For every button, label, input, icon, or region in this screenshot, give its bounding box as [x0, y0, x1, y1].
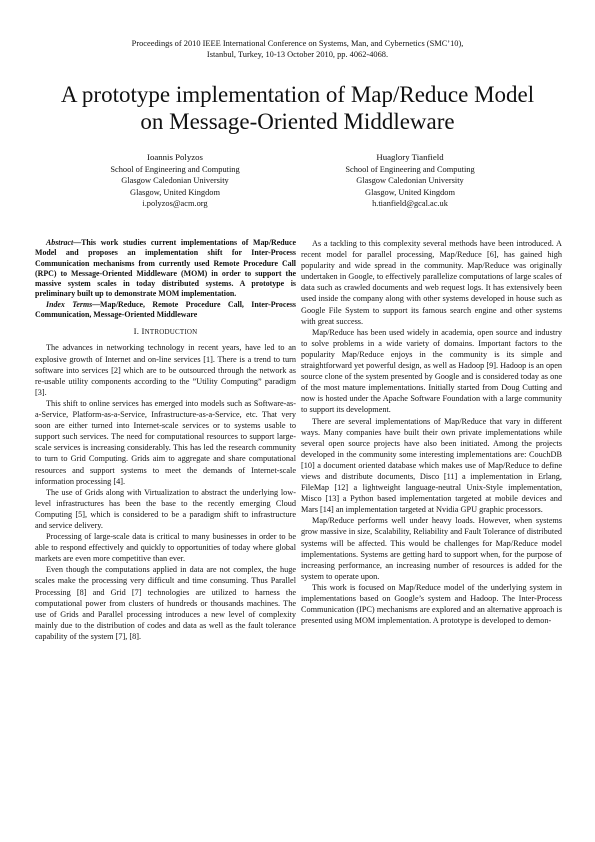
section-title-initial: I	[141, 326, 145, 337]
section-numeral: I.	[133, 326, 142, 337]
author-block-2	[310, 152, 510, 210]
section-heading-introduction	[35, 326, 296, 338]
index-terms-text: —Map/Reduce, Remote Procedure Call, Inter-Process Communication, Message-Oriented Middleware	[35, 299, 296, 320]
title-line-2: on Message-Oriented Middleware	[140, 109, 455, 134]
author-affiliation: School of Engineering and Computing	[345, 164, 475, 174]
author-email: h.tianfield@gcal.ac.uk	[372, 199, 448, 209]
paragraph: This work is focused on Map/Reduce model of the underlying system in implementations based on Google’s system and Hadoop. The Inter-Process Communication (IPC) mechanisms are explored and an alternative approach is presented using MOM implementation. A prototype is developed to demon-	[301, 582, 562, 626]
paragraph: This shift to online services has emerged into models such as Software-as-a-Service, Platform-as-a-Service, Infrastructure-as-a-Service, etc. That very soon are either turned into Internet-scale services or to systems usable to support such services. The need for computational resources to support large-scale services is increasing considerably. This has led the research community to turn to Grid Computing. Grids aim to aggregate and share computational resources and support systems to meet the demands of Internet-scale information processing [4].	[35, 398, 296, 486]
author-location: Glasgow, United Kingdom	[365, 187, 455, 197]
index-terms-lead: Index Terms	[46, 299, 93, 309]
author-affiliation: School of Engineering and Computing	[110, 164, 240, 174]
author-name: Ioannis Polyzos	[147, 152, 203, 162]
left-column	[35, 238, 296, 642]
paragraph: The use of Grids along with Virtualization to abstract the underlying low-level infrastructures has been the base to the recently emerging Cloud Computing [5], which is considered to be a paradigm shift to infrastructure and service delivery.	[35, 487, 296, 530]
author-email: i.polyzos@acm.org	[142, 199, 208, 209]
author-university: Glasgow Caledonian University	[356, 176, 464, 186]
index-terms	[35, 300, 296, 321]
proceedings-line-1: Proceedings of 2010 IEEE International Conference on Systems, Man, and Cybernetics (SMC’10),	[131, 39, 464, 48]
paragraph: Map/Reduce has been used widely in academia, open source and industry to solve problems in a wide variety of domains. Important factors to the popularity Map/Reduce enjoys in the community is its simple and straightforward yet powerful design, as well as Hadoop [9]. Hadoop is an open source clone of the system presented by Google and is considered today as one of the most mature implementations. Initially started from Doug Cutting and now is hosted under the Apache Software Foundation with a large community to support its development.	[301, 327, 562, 415]
section-title-rest: NTRODUCTION	[144, 328, 198, 337]
abstract-text: —This work studies current implementations of Map/Reduce Model and proposes an implementation shift for Inter-Process Communication mechanisms from currently used Remote Procedure Call (RPC) to Message-Oriented Middleware (MOM) in order to support the massive system scales in today distributed systems. A prototype is preliminary built up to demonstrate MOM implementation.	[35, 238, 296, 299]
author-university: Glasgow Caledonian University	[121, 176, 229, 186]
paragraph: As a tackling to this complexity several methods have been introduced. A recent model for parallel processing, Map/Reduce [6], has gained high popularity and wide spread in the community. Map/Reduce was originally undertaken in Google, to effectively parallelize computations of large scales of data such as crawled documents and web request logs. It has extensively been used inside the company along with other systems developed in house such as Google File System to support its famous search engine and other systems with great success.	[301, 239, 562, 326]
title-line-1: A prototype implementation of Map/Reduce Model	[60, 82, 535, 107]
author-block-1	[75, 152, 275, 210]
paragraph: The advances in networking technology in recent years, have led to an explosive growth of Internet and on-line services [1]. There is a trend to turn software into services [2] which are to be outsourced through the network as re-usable utility components according to the ”Utility Computing” paradigm [3].	[35, 343, 296, 397]
proceedings-line-2: Istanbul, Turkey, 10-13 October 2010, pp. 4062-4068.	[206, 50, 389, 59]
paragraph: Even though the computations applied in data are not complex, the huge scales make the processing very difficult and time consuming. Thus Parallel Processing [8] and Grid [7] technologies are utilized to harness the computational power from clusters of hundreds or thousands machines. The use of Grids and Parallel processing introduces a new level of complexity mainly due to the distribution of codes and data as well as the fault tolerance capability of the system [7], [8].	[35, 565, 296, 641]
paragraph: Processing of large-scale data is critical to many businesses in order to be able to respond effectively and quickly to opportunities of today where global markets are even more competitive than ever.	[35, 532, 296, 564]
paragraph: There are several implementations of Map/Reduce that vary in different ways. Many companies have built their own private implementations while several open source projects have also been initiated. Among the projects developed in the community some interesting implementations are: CouchDB [10] a document oriented database which makes use of Map/Reduce to define views and distribute documents, Disco [11] a implementation in Erlang, FileMap [12] a lightweight language-neutral Unix-Style implementation, Misco [13] a Python based implementation targeted at mobile devices and Mars [14] an implementation targeted at Nvidia GPU graphic processors.	[301, 416, 562, 515]
paper-title	[30, 81, 565, 135]
right-column	[301, 238, 562, 626]
author-name: Huaglory Tianfield	[376, 152, 444, 162]
abstract	[35, 238, 296, 300]
proceedings-header	[40, 38, 555, 60]
author-location: Glasgow, United Kingdom	[130, 187, 220, 197]
abstract-lead: Abstract	[46, 238, 74, 247]
paragraph: Map/Reduce performs well under heavy loads. However, when systems grow massive in size, Scalability, Reliability and Fault Tolerance of distributed systems will be affected. This would be challenges for Map/Reduce model implementations. Systems are getting hard to support when, for the purpose of increasing performance, an increasing number of resources is added for the system to operate upon.	[301, 516, 562, 581]
